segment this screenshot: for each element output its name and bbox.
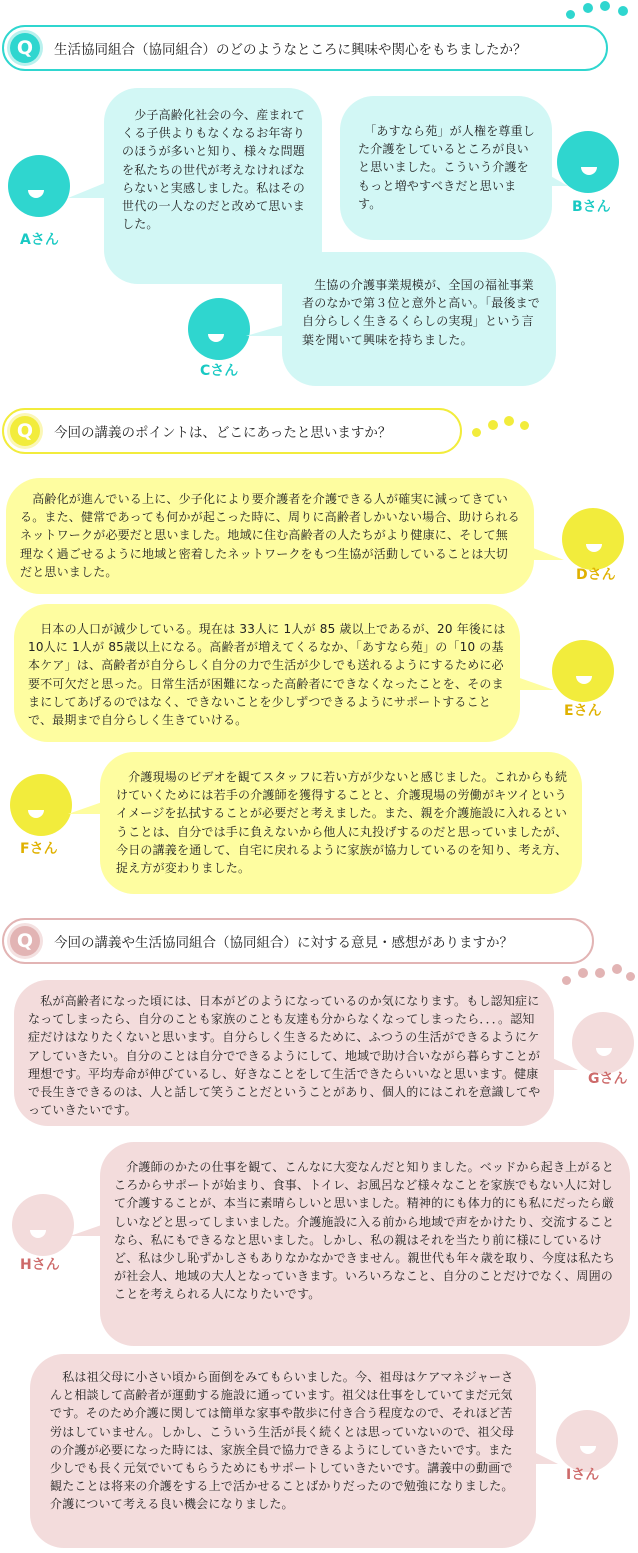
avatar-c-icon	[188, 298, 250, 360]
answer-bubble-i	[30, 1354, 536, 1548]
speaker-name-e: Eさん	[564, 703, 602, 719]
answer-text: 介護師のかたの仕事を観て、こんなに大変なんだと知りました。ベッドから起き上がるところからサポートが始まり、食事、トイレ、お風呂など様々なことを家族でもない人に対して介護することが、本当に素晴らしいと思いました。精神的にも体力的にも私にだったら厳しいなどと思ってしまいました。介護施設に入る前から地域で声をかけたり、交流することなら、私にもできるなと思いました。しかし、私の親はそれを当たり前に様にしているけど、私は少し恥ずかしさもありなかなかできません。親世代も年々歳を取り、今度は私たちが社会人、地域の大人となっていきます。いろいろなこと、自分のことだけでなく、周囲のことを考えられる人になりたいです。	[114, 1160, 615, 1302]
bubble-tail	[548, 1056, 578, 1070]
q-icon: Q	[10, 416, 40, 446]
answer-bubble-f	[100, 752, 582, 894]
answer-text: 私は祖父母に小さい頃から面倒をみてもらいました。今、祖母はケアマネジャーさんと相談して高齢者が運動する施設に通っています。祖父は仕事をしていてまだ元気です。そのため介護に関しては簡単な家事や散歩に付き合う程度なので、それほど苦労はしていません。しかし、こういう生活が長く続くとは思っていないので、祖父母の介護が必要になった時には、家族全員で協力できるようにしていきたいです。また少しでも長く元気でいてもらうためにもサポートしていきたいです。講義中の動画で観たことは将来の介護をする上で活かせることばかりだったので勉強になりました。介護について考える良い機会になりました。	[50, 1370, 515, 1512]
avatar-b-icon	[557, 131, 619, 193]
decor-dot	[578, 968, 588, 978]
answer-text: 少子高齢化社会の今、産まれてくる子供よりもなくなるお年寄りのほうが多いと知り、様々な問題を私たちの世代が考えなければならないと実感しました。私はその世代の一人なのだと改めて思いました。	[122, 108, 306, 232]
decor-dot	[583, 3, 593, 13]
decor-dot	[618, 6, 628, 16]
answer-bubble-d	[6, 478, 534, 594]
decor-dot	[504, 416, 514, 426]
question-text: 今回の講義や生活協同組合（協同組合）に対する意見・感想がありますか？	[54, 935, 513, 951]
decor-dot	[626, 972, 635, 981]
answer-bubble-c	[282, 252, 556, 386]
q-icon: Q	[10, 926, 40, 956]
answer-bubble-h	[100, 1142, 630, 1346]
answer-bubble-g	[14, 980, 554, 1126]
decor-dot	[612, 964, 622, 974]
answer-text: 介護現場のビデオを観てスタッフに若い方が少ないと感じました。これからも続けていくためには若手の介護師を獲得することと、介護現場の労働がキツイというイメージを払拭することが必要だと考えました。また、親を介護施設に入れるということは、自分では手に負えないから他人に丸投げするのだと思っていましたが、今日の講義を通して、自宅に戻れるように家族が協力しているのを知り、考え方、捉え方が変わりました。	[116, 770, 568, 876]
q-icon: Q	[10, 33, 40, 63]
avatar-e-icon	[552, 640, 614, 702]
avatar-g-icon	[572, 1012, 634, 1074]
answer-text: 生協の介護事業規模が、全国の福祉事業者のなかで第３位と意外と高い。「最後まで自分らしく生きるくらしの実現」という言葉を聞いて興味を持ちました。	[302, 278, 541, 347]
decor-dot	[600, 1, 610, 11]
avatar-h-icon	[12, 1194, 74, 1256]
question-text: 生活協同組合（協同組合）のどのようなところに興味や関心をもちましたか？	[54, 42, 527, 58]
avatar-f-icon	[10, 774, 72, 836]
speaker-name-b: Bさん	[572, 199, 611, 215]
speaker-name-d: Dさん	[576, 567, 616, 583]
decor-dot	[562, 976, 571, 985]
bubble-tail	[530, 1450, 558, 1464]
speaker-name-c: Cさん	[200, 363, 239, 379]
avatar-d-icon	[562, 508, 624, 570]
answer-text: 高齢化が進んでいる上に、少子化により要介護者を介護できる人が確実に減ってきている。また、健常であっても何かが起こった時に、周りに高齢者しかいない場合、助けられるネットワークが必要だと思いました。地域に住む高齢者の人たちがより健康に、そして無理なく過ごせるように地域と密着したネットワークをもつ生協が活動していることは大切だと思いました。	[20, 492, 520, 579]
question-text: 今回の講義のポイントは、どこにあったと思いますか？	[54, 425, 392, 441]
question-bar-1	[2, 25, 608, 71]
bubble-tail	[514, 676, 554, 690]
avatar-a-icon	[8, 155, 70, 217]
decor-dot	[472, 428, 481, 437]
speaker-name-g: Gさん	[588, 1071, 628, 1087]
speaker-name-h: Hさん	[20, 1257, 60, 1273]
decor-dot	[595, 968, 605, 978]
decor-dot	[520, 421, 529, 430]
answer-text: 日本の人口が減少している。現在は 33人に 1人が 85 歳以上であるが、20 年後には 10人に 1人が 85歳以上になる。高齢者が増えてくるなか、「あすなら苑」の「10 の基本ケア」は、高齢者が自分らしく自分の力で生活が少しでも送れるようにするために必要不可欠だと思った。日常生活が困難になった高齢者にできなくなったことを、そのままにしてあげるのではなく、できないことを少しずつできるようにサポートすることで、最期まで自分らしく生きていける。	[28, 622, 506, 728]
decor-dot	[566, 10, 575, 19]
question-bar-2	[2, 408, 462, 454]
bubble-tail	[528, 546, 564, 560]
answer-text: 「あすなら苑」が人権を尊重した介護をしているところが良いと思いました。こういう介護をもっと増やすべきだと思います。	[358, 124, 536, 211]
answer-bubble-a	[104, 88, 322, 284]
speaker-name-f: Fさん	[20, 841, 58, 857]
answer-bubble-b	[340, 96, 552, 240]
question-bar-3	[2, 918, 594, 964]
decor-dot	[488, 420, 498, 430]
avatar-i-icon	[556, 1410, 618, 1472]
speaker-name-a: Aさん	[20, 232, 59, 248]
answer-bubble-e	[14, 604, 520, 742]
speaker-name-i: Iさん	[566, 1467, 600, 1483]
answer-text: 私が高齢者になった頃には、日本がどのようになっているのか気になります。もし認知症になってしまったら、自分のことも家族のことも友達も分からなくなってしまったら．．．。認知症だけはなりたくないと思います。自分らしく生きるために、ふつうの生活ができるようにケアしていきたい。自分のことは自分でできるようにして、地域で助け合いながら暮らすことが理想です。平均寿命が伸びているし、好きなことをして生活できたらいいなと思います。健康で長生きできるのは、人と話して笑うことだということがあり、個人的にはこれを意識してやっていきたいです。	[28, 994, 541, 1118]
